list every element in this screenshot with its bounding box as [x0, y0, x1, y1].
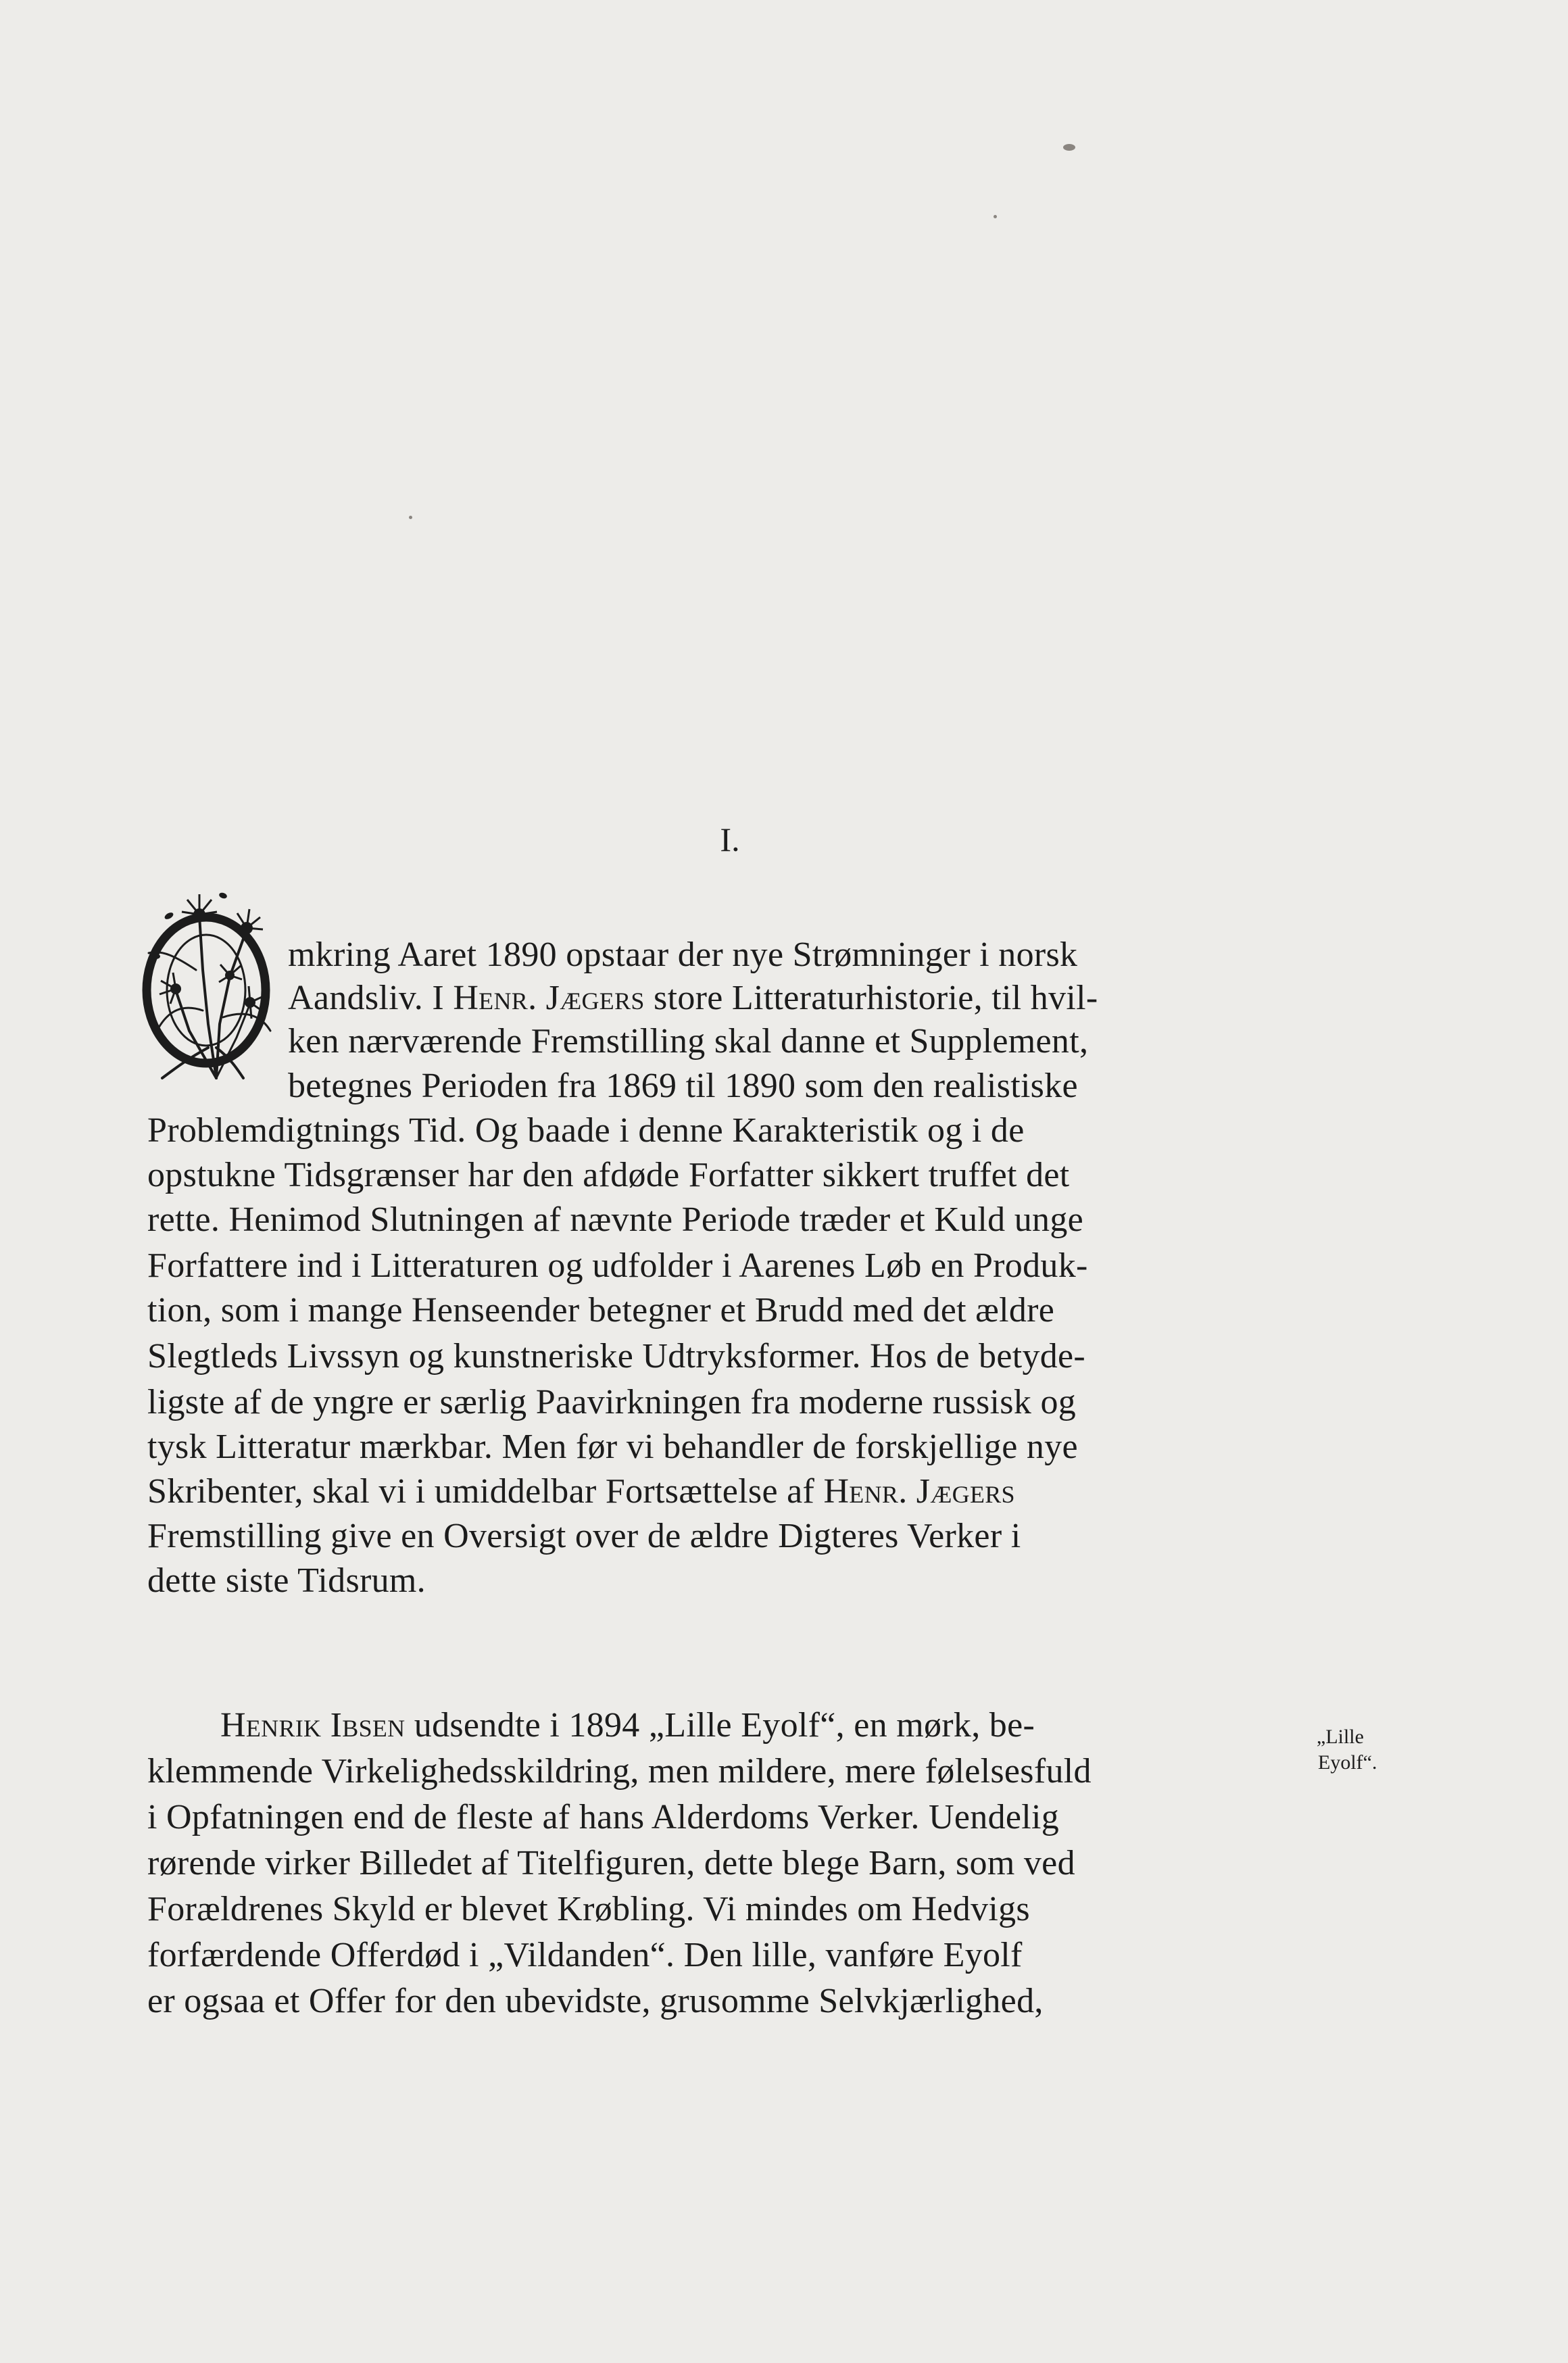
text-line: tion, som i mange Henseender betegner et Brudd med det ældre	[147, 1291, 1055, 1330]
text-line: dette siste Tidsrum.	[147, 1561, 426, 1600]
text-line: er ogsaa et Offer for den ubevidste, grusomme Selvkjærlighed,	[147, 1982, 1044, 2020]
text-line: Forfattere ind i Litteraturen og udfolder i Aarenes Løb en Produk-	[147, 1246, 1088, 1285]
author-name: Henrik Ibsen	[220, 1706, 406, 1745]
text-line: klemmende Virkelighedsskildring, men mildere, mere følelsesfuld	[147, 1752, 1092, 1790]
paper-speck	[1063, 144, 1075, 151]
text-line	[288, 978, 1098, 1019]
text-line: Fremstilling give en Oversigt over de ældre Digteres Verker i	[147, 1517, 1021, 1555]
text-line: ken nærværende Fremstilling skal danne et Supplement,	[288, 1022, 1089, 1061]
text-line: betegnes Perioden fra 1869 til 1890 som den realistiske	[288, 1067, 1078, 1105]
text-run: udsendte i 1894 „Lille Eyolf“, en mørk, be-	[405, 1706, 1035, 1745]
margin-note-line: „Lille	[1317, 1726, 1364, 1748]
text-run: Aandsliv. I	[288, 979, 454, 1017]
floral-initial-icon	[135, 875, 284, 1085]
text-line: Forældrenes Skyld er blevet Krøbling. Vi mindes om Hedvigs	[147, 1890, 1030, 1928]
text-line: rørende virker Billedet af Titelfiguren, dette blege Barn, som ved	[147, 1844, 1075, 1882]
margin-note-line: Eyolf“.	[1318, 1751, 1377, 1774]
paper-speck	[994, 215, 997, 218]
text-line: mkring Aaret 1890 opstaar der nye Strømninger i norsk	[288, 935, 1078, 974]
text-line: Slegtleds Livssyn og kunstneriske Udtryksformer. Hos de betyde-	[147, 1337, 1086, 1375]
text-line: opstukne Tidsgrænser har den afdøde Forfatter sikkert truffet det	[147, 1156, 1070, 1194]
chapter-heading: I.	[720, 821, 740, 858]
text-line: forfærdende Offerdød i „Vildanden“. Den lille, vanføre Eyolf	[147, 1936, 1023, 1974]
author-name: Henr. Jægers	[823, 1472, 1015, 1511]
text-line: tysk Litteratur mærkbar. Men før vi behandler de forskjellige nye	[147, 1428, 1078, 1466]
text-line: rette. Henimod Slutningen af nævnte Periode træder et Kuld unge	[147, 1200, 1084, 1239]
text-line: i Opfatningen end de fleste af hans Alderdoms Verker. Uendelig	[147, 1798, 1060, 1836]
author-name: Henr. Jægers	[453, 979, 645, 1017]
text-line: Problemdigtnings Tid. Og baade i denne Karakteristik og i de	[147, 1111, 1025, 1150]
text-run: store Litteraturhistorie, til hvil-	[644, 979, 1098, 1017]
text-run: Skribenter, skal vi i umiddelbar Fortsættelse af	[147, 1472, 824, 1511]
paper-speck	[409, 516, 412, 519]
text-line	[147, 1471, 1015, 1512]
text-line	[220, 1705, 1035, 1746]
text-line: ligste af de yngre er særlig Paavirkningen fra moderne russisk og	[147, 1383, 1077, 1421]
